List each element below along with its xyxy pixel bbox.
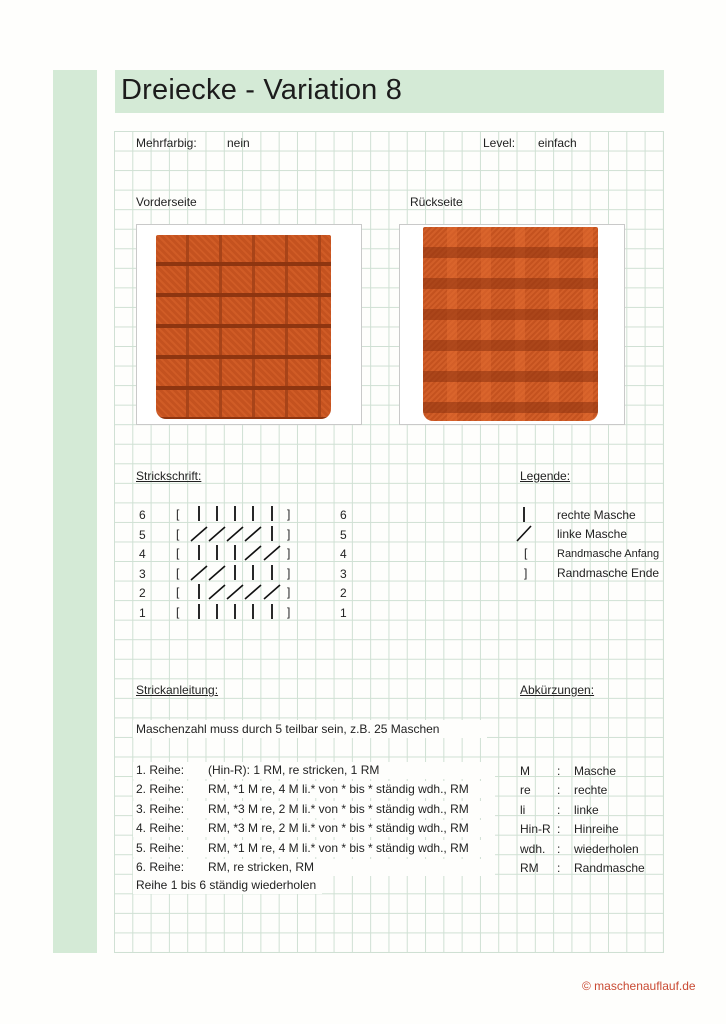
legend-label: rechte Masche <box>557 508 636 522</box>
copyright-credit: © maschenauflauf.de <box>582 979 696 993</box>
instruction-row-label: 5. Reihe: <box>133 840 209 857</box>
abbreviation: wdh. <box>520 842 546 856</box>
edge-end-symbol: ] <box>287 585 291 599</box>
instruction-row-label: 1. Reihe: <box>133 762 209 779</box>
front-label: Vorderseite <box>136 195 197 209</box>
knit-stitch-icon <box>263 504 281 523</box>
purl-stitch-icon <box>208 563 226 582</box>
knit-stitch-icon <box>208 504 226 523</box>
edge-end-symbol: ] <box>287 566 291 580</box>
row-number-right: 6 <box>340 508 347 522</box>
instruction-row-label: 4. Reihe: <box>133 820 209 837</box>
level-value: einfach <box>538 136 577 150</box>
knit-stitch-icon <box>226 602 244 621</box>
abbreviation-separator: : <box>557 861 561 875</box>
purl-stitch-icon <box>244 582 262 601</box>
instruction-row-text: RM, *3 M re, 2 M li.* von * bis * ständig wdh., RM <box>205 820 495 837</box>
abbreviations-heading: Abkürzungen: <box>520 683 595 697</box>
abbreviation-meaning: wiederholen <box>574 842 639 856</box>
edge-start-symbol: [ <box>524 546 528 560</box>
front-knit-photo <box>156 235 331 419</box>
instruction-row-label: 2. Reihe: <box>133 781 209 798</box>
knit-stitch-icon <box>190 543 208 562</box>
edge-start-symbol: [ <box>176 585 180 599</box>
knit-stitch-icon <box>263 524 281 543</box>
legend-label: linke Masche <box>557 527 628 541</box>
purl-stitch-icon <box>263 582 281 601</box>
abbreviation: li <box>520 803 526 817</box>
purl-stitch-icon <box>263 543 281 562</box>
edge-start-symbol: [ <box>176 605 180 619</box>
knit-stitch-icon <box>263 602 281 621</box>
row-number-right: 1 <box>340 606 347 620</box>
abbreviation-meaning: Hinreihe <box>574 822 619 836</box>
knit-stitch-icon <box>226 504 244 523</box>
knit-stitch-icon <box>226 563 244 582</box>
edge-end-symbol: ] <box>524 566 528 580</box>
abbreviation-separator: : <box>557 822 561 836</box>
instruction-row-text: RM, re stricken, RM <box>205 859 495 876</box>
back-photo-frame <box>399 224 625 425</box>
row-number-left: 4 <box>139 547 146 561</box>
knit-stitch-icon <box>263 563 281 582</box>
knit-stitch-icon <box>244 504 262 523</box>
row-number-right: 4 <box>340 547 347 561</box>
repeat-note: Reihe 1 bis 6 ständig wiederholen <box>133 876 322 894</box>
knit-stitch-icon <box>190 582 208 601</box>
stitch-count-note: Maschenzahl muss durch 5 teilbar sein, z.B. 25 Maschen <box>133 720 487 738</box>
abbreviation: Hin-R <box>520 822 551 836</box>
edge-end-symbol: ] <box>287 527 291 541</box>
edge-start-symbol: [ <box>176 546 180 560</box>
knit-stitch-icon <box>244 602 262 621</box>
purl-stitch-icon <box>515 524 533 543</box>
knit-stitch-icon <box>226 543 244 562</box>
purl-stitch-icon <box>226 524 244 543</box>
edge-start-symbol: [ <box>176 507 180 521</box>
row-number-left: 2 <box>139 586 146 600</box>
front-photo-frame <box>136 224 362 425</box>
multicolor-value: nein <box>227 136 250 150</box>
back-knit-photo <box>423 227 598 421</box>
instruction-row-text: RM, *1 M re, 4 M li.* von * bis * ständig wdh., RM <box>205 840 495 857</box>
level-label: Level: <box>483 136 516 150</box>
abbreviation-meaning: Randmasche <box>574 861 645 875</box>
legend-heading: Legende: <box>520 469 571 483</box>
abbreviation-separator: : <box>557 783 561 797</box>
knit-stitch-icon <box>515 505 533 524</box>
purl-stitch-icon <box>190 563 208 582</box>
abbreviation-meaning: rechte <box>574 783 608 797</box>
row-number-left: 5 <box>139 528 146 542</box>
abbreviation: RM <box>520 861 539 875</box>
legend-label: Randmasche Anfang <box>557 548 660 560</box>
purl-stitch-icon <box>190 524 208 543</box>
row-number-right: 2 <box>340 586 347 600</box>
purl-stitch-icon <box>244 524 262 543</box>
page-title: Dreiecke - Variation 8 <box>121 74 403 106</box>
edge-start-symbol: [ <box>176 566 180 580</box>
edge-start-symbol: [ <box>176 527 180 541</box>
instruction-row-text: RM, *1 M re, 4 M li.* von * bis * ständig wdh., RM <box>205 781 495 798</box>
abbreviation-separator: : <box>557 764 561 778</box>
row-number-right: 3 <box>340 567 347 581</box>
instruction-row-text: (Hin-R): 1 RM, re stricken, 1 RM <box>205 762 495 779</box>
instruction-row-label: 6. Reihe: <box>133 859 209 876</box>
knit-stitch-icon <box>208 543 226 562</box>
binder-margin <box>53 70 97 953</box>
knit-stitch-icon <box>208 602 226 621</box>
instruction-row-text: RM, *3 M re, 2 M li.* von * bis * ständig wdh., RM <box>205 801 495 818</box>
abbreviation-separator: : <box>557 842 561 856</box>
knit-stitch-icon <box>244 563 262 582</box>
knit-stitch-icon <box>190 602 208 621</box>
row-number-right: 5 <box>340 528 347 542</box>
legend-label: Randmasche Ende <box>557 566 660 580</box>
purl-stitch-icon <box>208 524 226 543</box>
abbreviation-meaning: linke <box>574 803 599 817</box>
abbreviation-separator: : <box>557 803 561 817</box>
instruction-row-label: 3. Reihe: <box>133 801 209 818</box>
edge-end-symbol: ] <box>287 546 291 560</box>
purl-stitch-icon <box>208 582 226 601</box>
edge-end-symbol: ] <box>287 507 291 521</box>
purl-stitch-icon <box>226 582 244 601</box>
abbreviation: re <box>520 783 531 797</box>
purl-stitch-icon <box>244 543 262 562</box>
row-number-left: 1 <box>139 606 146 620</box>
back-label: Rückseite <box>410 195 463 209</box>
edge-end-symbol: ] <box>287 605 291 619</box>
title-bar <box>115 70 664 113</box>
row-number-left: 6 <box>139 508 146 522</box>
row-number-left: 3 <box>139 567 146 581</box>
abbreviation-meaning: Masche <box>574 764 617 778</box>
abbreviation: M <box>520 764 530 778</box>
multicolor-label: Mehrfarbig: <box>136 136 197 150</box>
knit-stitch-icon <box>190 504 208 523</box>
chart-heading: Strickschrift: <box>136 469 202 483</box>
instructions-heading: Strickanleitung: <box>136 683 219 697</box>
